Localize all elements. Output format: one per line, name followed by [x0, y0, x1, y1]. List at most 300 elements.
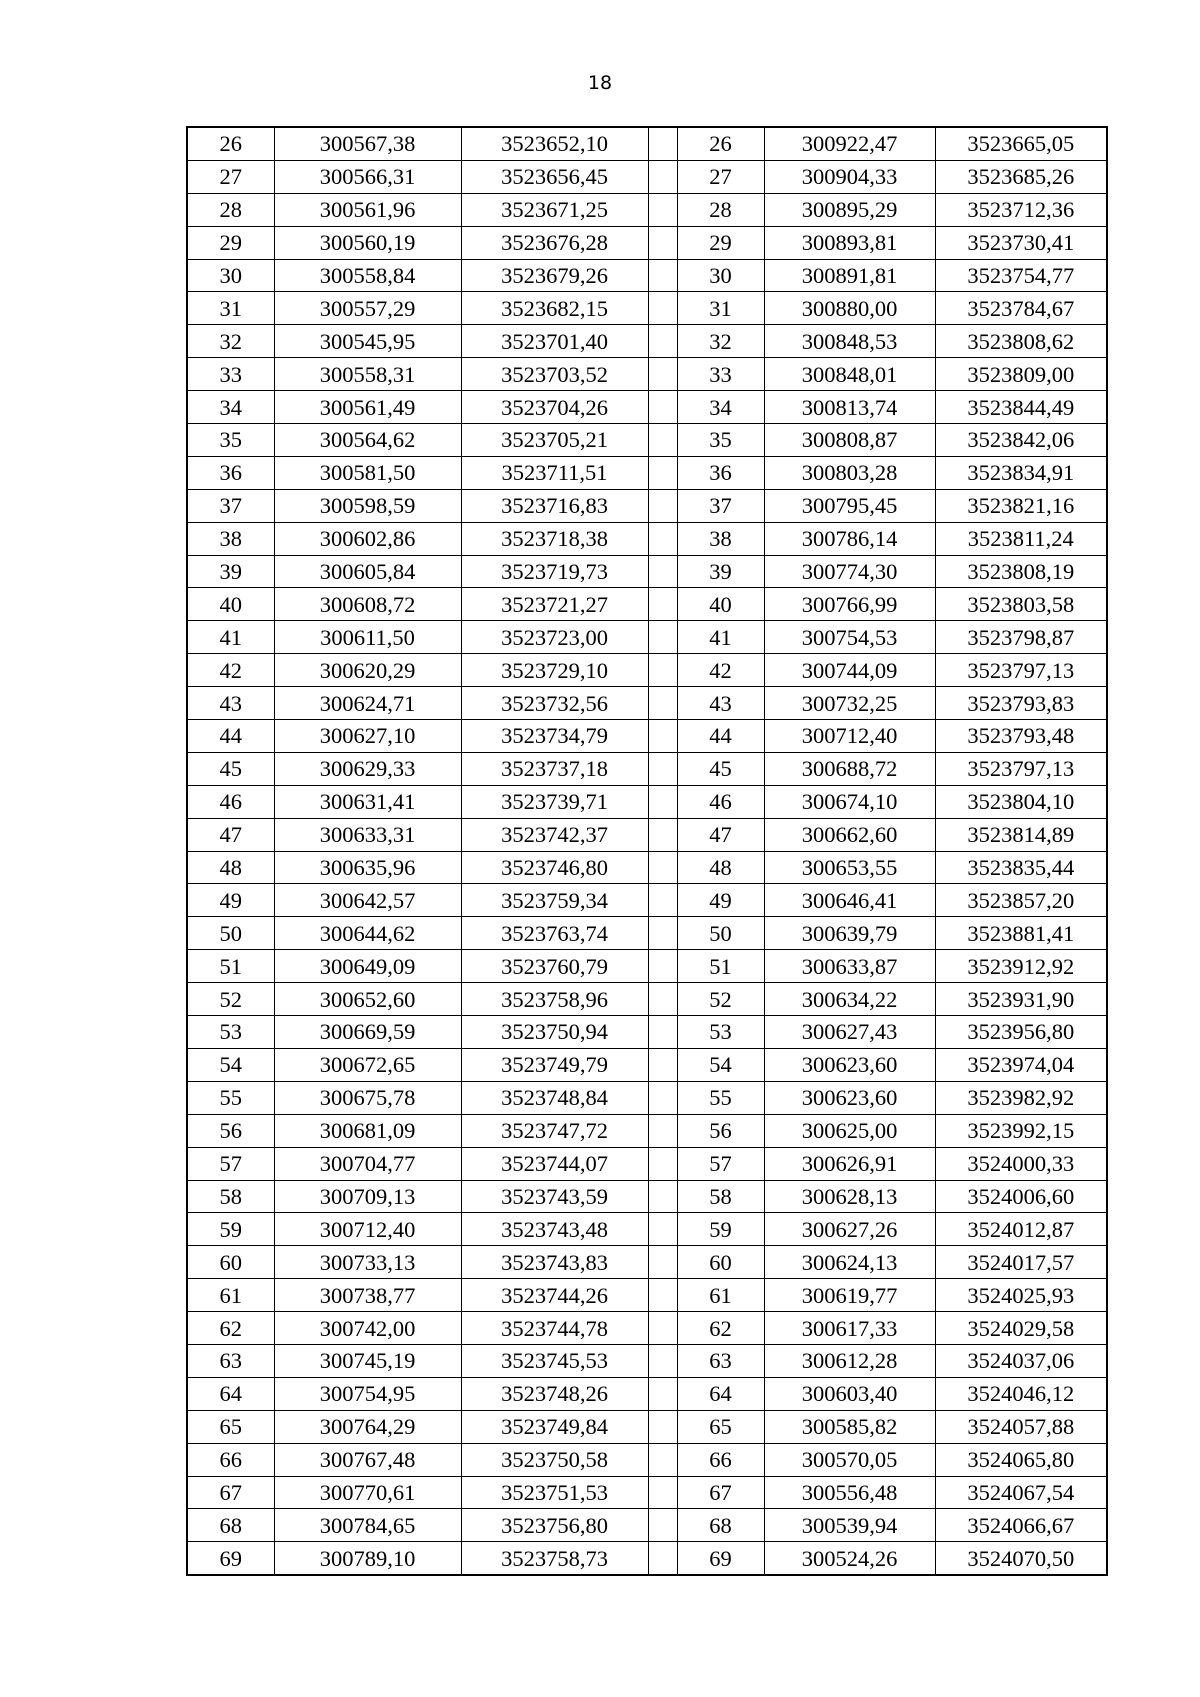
right-point-number-cell: 68 [677, 1509, 764, 1542]
right-x-coordinate-cell: 300639,79 [764, 917, 935, 950]
left-point-number-cell: 31 [187, 292, 274, 325]
right-y-coordinate-cell: 3523685,26 [935, 160, 1107, 193]
left-point-number-cell: 54 [187, 1048, 274, 1081]
left-x-coordinate-cell: 300644,62 [274, 917, 461, 950]
table-row [187, 851, 1107, 884]
right-y-coordinate-cell: 3523808,62 [935, 325, 1107, 358]
right-y-coordinate-cell: 3524065,80 [935, 1443, 1107, 1476]
left-point-number-cell: 27 [187, 160, 274, 193]
table-row [187, 1016, 1107, 1049]
left-point-number-cell: 33 [187, 358, 274, 391]
right-y-coordinate-cell: 3524057,88 [935, 1410, 1107, 1443]
left-x-coordinate-cell: 300675,78 [274, 1081, 461, 1114]
right-x-coordinate-cell: 300808,87 [764, 424, 935, 457]
spacer-cell-cell [648, 1443, 677, 1476]
left-x-coordinate-cell: 300598,59 [274, 489, 461, 522]
spacer-cell-cell [648, 1312, 677, 1345]
left-y-coordinate-cell: 3523756,80 [461, 1509, 648, 1542]
right-y-coordinate-cell: 3523665,05 [935, 127, 1107, 160]
left-x-coordinate-cell: 300784,65 [274, 1509, 461, 1542]
right-y-coordinate-cell: 3523835,44 [935, 851, 1107, 884]
table-row [187, 1114, 1107, 1147]
spacer-cell-cell [648, 456, 677, 489]
spacer-cell-cell [648, 1081, 677, 1114]
right-x-coordinate-cell: 300612,28 [764, 1344, 935, 1377]
left-point-number-cell: 46 [187, 785, 274, 818]
spacer-cell-cell [648, 1542, 677, 1575]
left-y-coordinate-cell: 3523671,25 [461, 193, 648, 226]
right-x-coordinate-cell: 300922,47 [764, 127, 935, 160]
left-y-coordinate-cell: 3523750,94 [461, 1016, 648, 1049]
right-x-coordinate-cell: 300634,22 [764, 983, 935, 1016]
left-point-number-cell: 51 [187, 950, 274, 983]
left-point-number-cell: 56 [187, 1114, 274, 1147]
right-x-coordinate-cell: 300570,05 [764, 1443, 935, 1476]
right-x-coordinate-cell: 300774,30 [764, 555, 935, 588]
coordinates-table [186, 126, 1108, 1576]
right-y-coordinate-cell: 3523793,48 [935, 720, 1107, 753]
right-x-coordinate-cell: 300732,25 [764, 687, 935, 720]
spacer-cell-cell [648, 193, 677, 226]
right-y-coordinate-cell: 3523798,87 [935, 621, 1107, 654]
right-x-coordinate-cell: 300653,55 [764, 851, 935, 884]
coordinates-table-body [187, 127, 1107, 1575]
table-row [187, 1213, 1107, 1246]
left-y-coordinate-cell: 3523742,37 [461, 818, 648, 851]
right-y-coordinate-cell: 3523956,80 [935, 1016, 1107, 1049]
right-y-coordinate-cell: 3523931,90 [935, 983, 1107, 1016]
table-row [187, 687, 1107, 720]
left-x-coordinate-cell: 300624,71 [274, 687, 461, 720]
left-x-coordinate-cell: 300557,29 [274, 292, 461, 325]
left-point-number-cell: 37 [187, 489, 274, 522]
left-point-number-cell: 58 [187, 1180, 274, 1213]
right-y-coordinate-cell: 3524029,58 [935, 1312, 1107, 1345]
table-row [187, 391, 1107, 424]
left-y-coordinate-cell: 3523701,40 [461, 325, 648, 358]
left-point-number-cell: 67 [187, 1476, 274, 1509]
left-y-coordinate-cell: 3523676,28 [461, 226, 648, 259]
spacer-cell-cell [648, 325, 677, 358]
right-x-coordinate-cell: 300619,77 [764, 1279, 935, 1312]
right-point-number-cell: 29 [677, 226, 764, 259]
left-y-coordinate-cell: 3523749,79 [461, 1048, 648, 1081]
left-x-coordinate-cell: 300745,19 [274, 1344, 461, 1377]
left-point-number-cell: 47 [187, 818, 274, 851]
right-x-coordinate-cell: 300556,48 [764, 1476, 935, 1509]
left-x-coordinate-cell: 300649,09 [274, 950, 461, 983]
table-row [187, 917, 1107, 950]
right-point-number-cell: 61 [677, 1279, 764, 1312]
right-x-coordinate-cell: 300904,33 [764, 160, 935, 193]
right-point-number-cell: 27 [677, 160, 764, 193]
right-y-coordinate-cell: 3524066,67 [935, 1509, 1107, 1542]
left-x-coordinate-cell: 300602,86 [274, 522, 461, 555]
right-x-coordinate-cell: 300624,13 [764, 1246, 935, 1279]
table-row [187, 1147, 1107, 1180]
left-y-coordinate-cell: 3523750,58 [461, 1443, 648, 1476]
left-y-coordinate-cell: 3523739,71 [461, 785, 648, 818]
left-point-number-cell: 50 [187, 917, 274, 950]
left-x-coordinate-cell: 300631,41 [274, 785, 461, 818]
left-y-coordinate-cell: 3523737,18 [461, 752, 648, 785]
right-point-number-cell: 34 [677, 391, 764, 424]
right-y-coordinate-cell: 3524017,57 [935, 1246, 1107, 1279]
left-y-coordinate-cell: 3523748,84 [461, 1081, 648, 1114]
table-row [187, 1081, 1107, 1114]
spacer-cell-cell [648, 1509, 677, 1542]
left-y-coordinate-cell: 3523723,00 [461, 621, 648, 654]
left-y-coordinate-cell: 3523747,72 [461, 1114, 648, 1147]
left-x-coordinate-cell: 300608,72 [274, 588, 461, 621]
right-point-number-cell: 45 [677, 752, 764, 785]
left-x-coordinate-cell: 300567,38 [274, 127, 461, 160]
right-x-coordinate-cell: 300688,72 [764, 752, 935, 785]
table-row [187, 1476, 1107, 1509]
spacer-cell-cell [648, 424, 677, 457]
table-row [187, 884, 1107, 917]
spacer-cell-cell [648, 917, 677, 950]
right-x-coordinate-cell: 300803,28 [764, 456, 935, 489]
right-point-number-cell: 32 [677, 325, 764, 358]
table-row [187, 1180, 1107, 1213]
left-x-coordinate-cell: 300681,09 [274, 1114, 461, 1147]
left-x-coordinate-cell: 300633,31 [274, 818, 461, 851]
left-x-coordinate-cell: 300652,60 [274, 983, 461, 1016]
left-x-coordinate-cell: 300561,96 [274, 193, 461, 226]
left-point-number-cell: 28 [187, 193, 274, 226]
left-point-number-cell: 32 [187, 325, 274, 358]
right-point-number-cell: 51 [677, 950, 764, 983]
spacer-cell-cell [648, 358, 677, 391]
left-x-coordinate-cell: 300672,65 [274, 1048, 461, 1081]
right-point-number-cell: 56 [677, 1114, 764, 1147]
right-point-number-cell: 37 [677, 489, 764, 522]
left-point-number-cell: 44 [187, 720, 274, 753]
left-x-coordinate-cell: 300742,00 [274, 1312, 461, 1345]
spacer-cell-cell [648, 752, 677, 785]
right-y-coordinate-cell: 3523730,41 [935, 226, 1107, 259]
right-y-coordinate-cell: 3523834,91 [935, 456, 1107, 489]
right-y-coordinate-cell: 3523912,92 [935, 950, 1107, 983]
right-y-coordinate-cell: 3523784,67 [935, 292, 1107, 325]
left-point-number-cell: 35 [187, 424, 274, 457]
table-row [187, 1443, 1107, 1476]
left-point-number-cell: 52 [187, 983, 274, 1016]
spacer-cell-cell [648, 160, 677, 193]
spacer-cell-cell [648, 1114, 677, 1147]
table-row [187, 1246, 1107, 1279]
spacer-cell-cell [648, 785, 677, 818]
left-x-coordinate-cell: 300564,62 [274, 424, 461, 457]
left-point-number-cell: 26 [187, 127, 274, 160]
left-x-coordinate-cell: 300754,95 [274, 1377, 461, 1410]
spacer-cell-cell [648, 1180, 677, 1213]
left-y-coordinate-cell: 3523758,96 [461, 983, 648, 1016]
table-row [187, 160, 1107, 193]
right-x-coordinate-cell: 300627,26 [764, 1213, 935, 1246]
right-point-number-cell: 50 [677, 917, 764, 950]
left-x-coordinate-cell: 300767,48 [274, 1443, 461, 1476]
right-point-number-cell: 54 [677, 1048, 764, 1081]
left-point-number-cell: 57 [187, 1147, 274, 1180]
left-x-coordinate-cell: 300669,59 [274, 1016, 461, 1049]
left-point-number-cell: 55 [187, 1081, 274, 1114]
right-point-number-cell: 30 [677, 259, 764, 292]
spacer-cell-cell [648, 1476, 677, 1509]
right-y-coordinate-cell: 3523842,06 [935, 424, 1107, 457]
spacer-cell-cell [648, 1048, 677, 1081]
spacer-cell-cell [648, 555, 677, 588]
left-y-coordinate-cell: 3523705,21 [461, 424, 648, 457]
spacer-cell-cell [648, 489, 677, 522]
left-point-number-cell: 66 [187, 1443, 274, 1476]
right-x-coordinate-cell: 300585,82 [764, 1410, 935, 1443]
spacer-cell-cell [648, 983, 677, 1016]
table-row [187, 456, 1107, 489]
left-x-coordinate-cell: 300635,96 [274, 851, 461, 884]
left-x-coordinate-cell: 300558,31 [274, 358, 461, 391]
right-point-number-cell: 49 [677, 884, 764, 917]
right-x-coordinate-cell: 300893,81 [764, 226, 935, 259]
right-x-coordinate-cell: 300813,74 [764, 391, 935, 424]
right-point-number-cell: 57 [677, 1147, 764, 1180]
table-row [187, 1279, 1107, 1312]
left-y-coordinate-cell: 3523749,84 [461, 1410, 648, 1443]
right-point-number-cell: 55 [677, 1081, 764, 1114]
right-x-coordinate-cell: 300786,14 [764, 522, 935, 555]
table-row [187, 1509, 1107, 1542]
right-x-coordinate-cell: 300646,41 [764, 884, 935, 917]
right-point-number-cell: 62 [677, 1312, 764, 1345]
right-point-number-cell: 44 [677, 720, 764, 753]
left-x-coordinate-cell: 300560,19 [274, 226, 461, 259]
left-x-coordinate-cell: 300605,84 [274, 555, 461, 588]
right-x-coordinate-cell: 300625,00 [764, 1114, 935, 1147]
left-x-coordinate-cell: 300581,50 [274, 456, 461, 489]
left-y-coordinate-cell: 3523719,73 [461, 555, 648, 588]
left-y-coordinate-cell: 3523729,10 [461, 654, 648, 687]
right-point-number-cell: 67 [677, 1476, 764, 1509]
right-x-coordinate-cell: 300766,99 [764, 588, 935, 621]
right-x-coordinate-cell: 300617,33 [764, 1312, 935, 1345]
right-y-coordinate-cell: 3523881,41 [935, 917, 1107, 950]
left-y-coordinate-cell: 3523758,73 [461, 1542, 648, 1575]
spacer-cell-cell [648, 522, 677, 555]
left-x-coordinate-cell: 300545,95 [274, 325, 461, 358]
spacer-cell-cell [648, 1410, 677, 1443]
right-y-coordinate-cell: 3524000,33 [935, 1147, 1107, 1180]
spacer-cell-cell [648, 259, 677, 292]
right-y-coordinate-cell: 3523803,58 [935, 588, 1107, 621]
right-y-coordinate-cell: 3523797,13 [935, 654, 1107, 687]
table-row [187, 1312, 1107, 1345]
spacer-cell-cell [648, 654, 677, 687]
left-point-number-cell: 40 [187, 588, 274, 621]
right-y-coordinate-cell: 3523974,04 [935, 1048, 1107, 1081]
right-y-coordinate-cell: 3524037,06 [935, 1344, 1107, 1377]
left-y-coordinate-cell: 3523679,26 [461, 259, 648, 292]
spacer-cell-cell [648, 884, 677, 917]
right-x-coordinate-cell: 300623,60 [764, 1048, 935, 1081]
right-y-coordinate-cell: 3523712,36 [935, 193, 1107, 226]
left-y-coordinate-cell: 3523744,78 [461, 1312, 648, 1345]
left-y-coordinate-cell: 3523748,26 [461, 1377, 648, 1410]
left-point-number-cell: 65 [187, 1410, 274, 1443]
left-y-coordinate-cell: 3523734,79 [461, 720, 648, 753]
left-y-coordinate-cell: 3523703,52 [461, 358, 648, 391]
right-y-coordinate-cell: 3523992,15 [935, 1114, 1107, 1147]
right-y-coordinate-cell: 3523754,77 [935, 259, 1107, 292]
left-point-number-cell: 49 [187, 884, 274, 917]
left-x-coordinate-cell: 300738,77 [274, 1279, 461, 1312]
right-x-coordinate-cell: 300627,43 [764, 1016, 935, 1049]
left-point-number-cell: 59 [187, 1213, 274, 1246]
right-y-coordinate-cell: 3523808,19 [935, 555, 1107, 588]
left-y-coordinate-cell: 3523760,79 [461, 950, 648, 983]
right-point-number-cell: 36 [677, 456, 764, 489]
right-x-coordinate-cell: 300633,87 [764, 950, 935, 983]
left-y-coordinate-cell: 3523743,83 [461, 1246, 648, 1279]
spacer-cell-cell [648, 588, 677, 621]
table-row [187, 1542, 1107, 1575]
left-point-number-cell: 45 [187, 752, 274, 785]
spacer-cell-cell [648, 1377, 677, 1410]
right-point-number-cell: 69 [677, 1542, 764, 1575]
table-row [187, 226, 1107, 259]
table-row [187, 621, 1107, 654]
right-y-coordinate-cell: 3524006,60 [935, 1180, 1107, 1213]
left-x-coordinate-cell: 300709,13 [274, 1180, 461, 1213]
right-point-number-cell: 47 [677, 818, 764, 851]
table-row [187, 522, 1107, 555]
right-x-coordinate-cell: 300539,94 [764, 1509, 935, 1542]
left-y-coordinate-cell: 3523718,38 [461, 522, 648, 555]
page-number: 18 [587, 72, 613, 94]
table-row [187, 555, 1107, 588]
left-point-number-cell: 39 [187, 555, 274, 588]
table-row [187, 818, 1107, 851]
right-point-number-cell: 35 [677, 424, 764, 457]
spacer-cell-cell [648, 1279, 677, 1312]
left-x-coordinate-cell: 300789,10 [274, 1542, 461, 1575]
table-row [187, 193, 1107, 226]
right-y-coordinate-cell: 3524046,12 [935, 1377, 1107, 1410]
spacer-cell-cell [648, 720, 677, 753]
spacer-cell-cell [648, 1016, 677, 1049]
table-row [187, 358, 1107, 391]
left-y-coordinate-cell: 3523652,10 [461, 127, 648, 160]
left-x-coordinate-cell: 300558,84 [274, 259, 461, 292]
right-point-number-cell: 48 [677, 851, 764, 884]
left-y-coordinate-cell: 3523704,26 [461, 391, 648, 424]
table-row [187, 1377, 1107, 1410]
left-y-coordinate-cell: 3523751,53 [461, 1476, 648, 1509]
table-row [187, 292, 1107, 325]
left-y-coordinate-cell: 3523682,15 [461, 292, 648, 325]
right-y-coordinate-cell: 3523797,13 [935, 752, 1107, 785]
right-x-coordinate-cell: 300744,09 [764, 654, 935, 687]
right-point-number-cell: 41 [677, 621, 764, 654]
spacer-cell-cell [648, 127, 677, 160]
spacer-cell-cell [648, 1246, 677, 1279]
spacer-cell-cell [648, 292, 677, 325]
table-row [187, 1410, 1107, 1443]
right-x-coordinate-cell: 300848,53 [764, 325, 935, 358]
left-x-coordinate-cell: 300642,57 [274, 884, 461, 917]
right-y-coordinate-cell: 3523811,24 [935, 522, 1107, 555]
right-x-coordinate-cell: 300848,01 [764, 358, 935, 391]
right-point-number-cell: 40 [677, 588, 764, 621]
left-x-coordinate-cell: 300620,29 [274, 654, 461, 687]
left-x-coordinate-cell: 300561,49 [274, 391, 461, 424]
left-point-number-cell: 42 [187, 654, 274, 687]
right-y-coordinate-cell: 3524025,93 [935, 1279, 1107, 1312]
right-x-coordinate-cell: 300712,40 [764, 720, 935, 753]
table-row [187, 785, 1107, 818]
right-y-coordinate-cell: 3523857,20 [935, 884, 1107, 917]
left-point-number-cell: 36 [187, 456, 274, 489]
left-y-coordinate-cell: 3523711,51 [461, 456, 648, 489]
right-y-coordinate-cell: 3523821,16 [935, 489, 1107, 522]
right-y-coordinate-cell: 3523982,92 [935, 1081, 1107, 1114]
table-row [187, 127, 1107, 160]
right-x-coordinate-cell: 300524,26 [764, 1542, 935, 1575]
left-y-coordinate-cell: 3523732,56 [461, 687, 648, 720]
left-y-coordinate-cell: 3523743,59 [461, 1180, 648, 1213]
right-point-number-cell: 66 [677, 1443, 764, 1476]
left-point-number-cell: 61 [187, 1279, 274, 1312]
table-row [187, 1344, 1107, 1377]
spacer-cell-cell [648, 851, 677, 884]
right-y-coordinate-cell: 3523793,83 [935, 687, 1107, 720]
spacer-cell-cell [648, 226, 677, 259]
left-y-coordinate-cell: 3523716,83 [461, 489, 648, 522]
left-x-coordinate-cell: 300629,33 [274, 752, 461, 785]
right-point-number-cell: 39 [677, 555, 764, 588]
right-x-coordinate-cell: 300603,40 [764, 1377, 935, 1410]
left-y-coordinate-cell: 3523743,48 [461, 1213, 648, 1246]
left-point-number-cell: 34 [187, 391, 274, 424]
left-point-number-cell: 41 [187, 621, 274, 654]
table-row [187, 950, 1107, 983]
left-y-coordinate-cell: 3523744,07 [461, 1147, 648, 1180]
right-y-coordinate-cell: 3524012,87 [935, 1213, 1107, 1246]
spacer-cell-cell [648, 391, 677, 424]
left-point-number-cell: 63 [187, 1344, 274, 1377]
right-x-coordinate-cell: 300880,00 [764, 292, 935, 325]
table-row [187, 983, 1107, 1016]
spacer-cell-cell [648, 1213, 677, 1246]
right-x-coordinate-cell: 300895,29 [764, 193, 935, 226]
right-point-number-cell: 59 [677, 1213, 764, 1246]
spacer-cell-cell [648, 818, 677, 851]
left-y-coordinate-cell: 3523721,27 [461, 588, 648, 621]
left-point-number-cell: 68 [187, 1509, 274, 1542]
left-x-coordinate-cell: 300712,40 [274, 1213, 461, 1246]
spacer-cell-cell [648, 1147, 677, 1180]
right-point-number-cell: 46 [677, 785, 764, 818]
right-y-coordinate-cell: 3523804,10 [935, 785, 1107, 818]
right-point-number-cell: 58 [677, 1180, 764, 1213]
right-x-coordinate-cell: 300891,81 [764, 259, 935, 292]
left-point-number-cell: 64 [187, 1377, 274, 1410]
left-x-coordinate-cell: 300627,10 [274, 720, 461, 753]
left-x-coordinate-cell: 300704,77 [274, 1147, 461, 1180]
left-x-coordinate-cell: 300566,31 [274, 160, 461, 193]
table-row [187, 720, 1107, 753]
left-y-coordinate-cell: 3523744,26 [461, 1279, 648, 1312]
